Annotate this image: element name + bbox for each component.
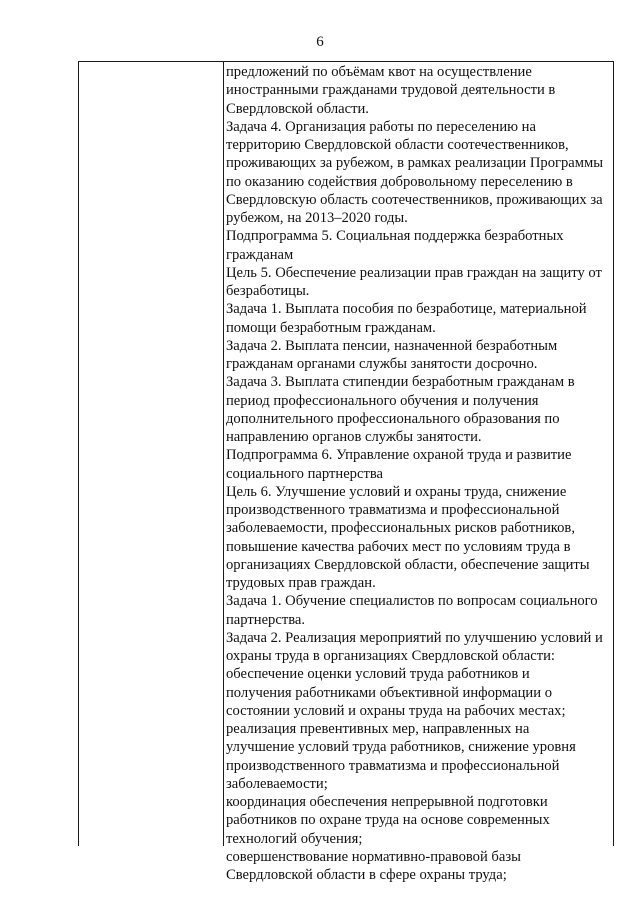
text-paragraph <box>226 848 609 885</box>
text-line: охраны труда в организациях Свердловской области: <box>226 648 555 664</box>
text-line: Задача 2. Выплата пенсии, назначенной безработным <box>226 337 558 354</box>
text-line: трудовых прав граждан. <box>226 575 376 591</box>
table-right-column <box>224 62 613 883</box>
text-line: реализация превентивных мер, направленных на <box>226 721 530 737</box>
text-paragraph <box>226 629 609 666</box>
text-line: производственного травматизма и профессиональной <box>226 757 560 774</box>
text-line: Свердловской области в сфере охраны труда; <box>226 867 507 883</box>
text-line: Задача 1. Обучение специалистов по вопросам социального <box>226 593 598 610</box>
text-line: состоянии условий и охраны труда на рабочих местах; <box>226 702 566 719</box>
text-paragraph <box>226 118 609 228</box>
text-line: дополнительного профессионального образования по <box>226 410 560 427</box>
text-line: повышение качества рабочих мест по условиям труда в <box>226 538 571 555</box>
text-paragraph <box>226 227 609 264</box>
text-line: совершенствование нормативно-правовой базы <box>226 848 521 865</box>
text-line: территорию Свердловской области соотечественников, <box>226 137 569 153</box>
text-line: иностранными гражданами трудовой деятельности в <box>226 82 556 99</box>
text-line: координация обеспечения непрерывной подготовки <box>226 794 548 810</box>
text-line: обеспечение оценки условий труда работников и <box>226 666 530 683</box>
text-line: направлению органов службы занятости. <box>226 429 482 445</box>
text-line: заболеваемости; <box>226 775 328 792</box>
text-line: работников по охране труда на основе современных <box>226 812 550 829</box>
document-table <box>78 61 614 883</box>
text-paragraph <box>226 264 609 301</box>
text-line: рубежом, на 2013–2020 годы. <box>226 210 408 226</box>
text-line: Свердловской области. <box>226 100 369 117</box>
text-line: Задача 3. Выплата стипендии безработным гражданам в <box>226 374 575 391</box>
text-line: безработицы. <box>226 283 310 299</box>
text-paragraph <box>226 373 609 446</box>
text-line: социального партнерства <box>226 465 383 482</box>
text-line: по оказанию содействия добровольному переселению в <box>226 173 573 190</box>
text-line: заболеваемости, профессиональных рисков работников, <box>226 520 575 537</box>
text-line: помощи безработным гражданам. <box>226 319 436 336</box>
text-line: Задача 2. Реализация мероприятий по улучшению условий и <box>226 629 603 646</box>
text-paragraph <box>226 446 609 483</box>
table-left-column <box>79 62 224 846</box>
text-line: технологий обучения; <box>226 830 363 847</box>
text-paragraph <box>226 300 609 337</box>
page-number: 6 <box>316 34 324 50</box>
text-line: гражданам органами службы занятости досрочно. <box>226 356 538 372</box>
text-paragraph <box>226 665 609 720</box>
text-paragraph <box>226 720 609 793</box>
text-line: период профессионального обучения и получения <box>226 392 539 409</box>
text-paragraph <box>226 63 609 118</box>
text-line: партнерства. <box>226 611 306 628</box>
text-paragraph <box>226 592 609 629</box>
text-line: гражданам <box>226 246 294 263</box>
text-line: Подпрограмма 5. Социальная поддержка безработных <box>226 228 564 245</box>
text-line: получения работниками объективной информации о <box>226 684 552 701</box>
text-line: Цель 6. Улучшение условий и охраны труда, снижение <box>226 483 567 500</box>
text-line: Цель 5. Обеспечение реализации прав граждан на защиту от <box>226 264 602 281</box>
text-line: Свердловскую область соотечественников, проживающих за <box>226 191 603 208</box>
text-line: предложений по объёмам квот на осуществление <box>226 64 532 80</box>
text-paragraph <box>226 337 609 374</box>
text-line: Подпрограмма 6. Управление охраной труда и развитие <box>226 447 572 464</box>
text-line: Задача 4. Организация работы по переселению на <box>226 118 536 135</box>
text-line: Задача 1. Выплата пособия по безработице, материальной <box>226 301 587 318</box>
text-line: проживающих за рубежом, в рамках реализации Программы <box>226 155 604 172</box>
text-paragraph <box>226 793 609 848</box>
text-line: производственного травматизма и профессиональной <box>226 502 560 518</box>
text-line: улучшение условий труда работников, снижение уровня <box>226 739 576 756</box>
text-paragraph <box>226 483 609 593</box>
text-line: организациях Свердловской области, обеспечение защиты <box>226 556 590 573</box>
